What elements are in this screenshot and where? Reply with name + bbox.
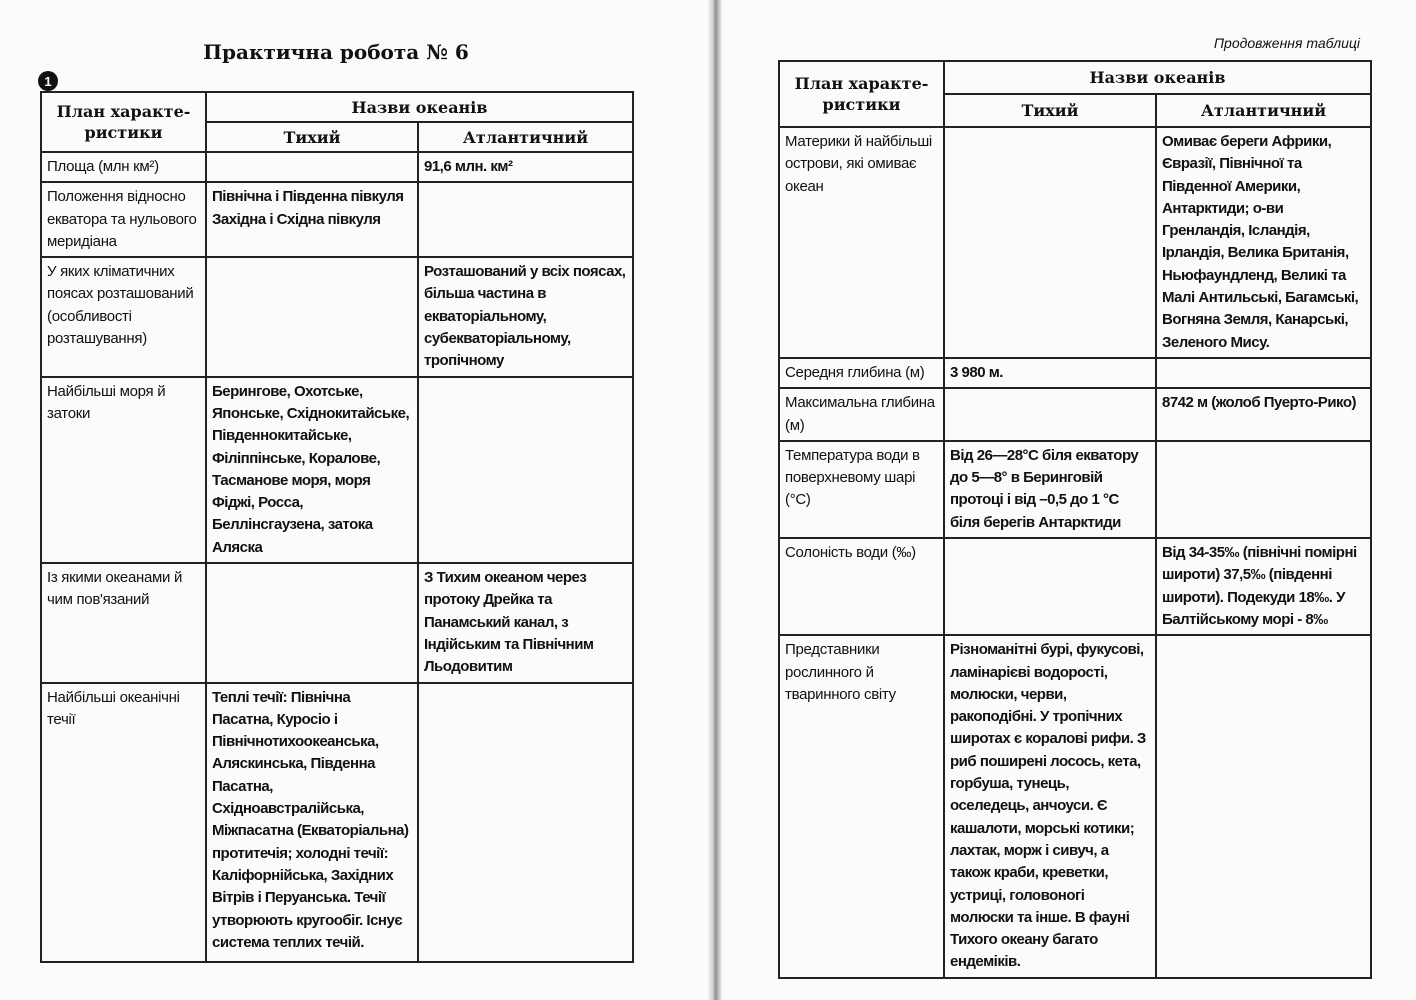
atlantic-cell: З Тихим океаном через протоку Дрейка та Панамський канал, з Індійським та Північним Льодовитим [418, 563, 633, 682]
row-label: Із якими океанами й чим пов'язаний [41, 563, 206, 682]
atlantic-cell [418, 182, 633, 257]
header-plan: План характе-ристики [41, 92, 206, 152]
row-label: Площа (млн км²) [41, 152, 206, 182]
header-atlantic: Атлантичний [418, 122, 633, 152]
header-ocean-names: Назви океанів [944, 61, 1371, 94]
row-label: Солоність води (‰) [779, 538, 944, 635]
table-row [41, 152, 633, 182]
pacific-cell [206, 152, 418, 182]
table-row [779, 441, 1371, 538]
table-row [41, 683, 633, 962]
pacific-cell: Теплі течії: Північна Пасатна, Куросіо і Північнотихоокеанська, Аляскинська, Південна Пасатна, Східноавстралійська, Міжпасатна (Екваторіальна) протитечія; холодні течії: Каліфорнійська, Західних Вітрів і Перуанська. Течії утворюють кругообіг. Існує система теплих течій. [206, 683, 418, 962]
table-header-row [41, 92, 633, 122]
atlantic-cell [418, 683, 633, 962]
atlantic-cell: 91,6 млн. км² [418, 152, 633, 182]
table-row [779, 127, 1371, 358]
row-label: У яких кліматичних поясах розташований (особливості розташування) [41, 257, 206, 376]
pacific-cell [944, 538, 1156, 635]
pacific-cell: 3 980 м. [944, 358, 1156, 388]
atlantic-cell [1156, 441, 1371, 538]
page-title: Практична робота № 6 [203, 40, 469, 64]
row-label: Температура води в поверхневому шарі (°С) [779, 441, 944, 538]
table-row [779, 388, 1371, 441]
book-spine [708, 0, 722, 1000]
table-header-row [779, 61, 1371, 94]
table-row [41, 182, 633, 257]
task-number-badge: 1 [38, 71, 58, 91]
pacific-cell: Північна і Південна півкуля Західна і Східна півкуля [206, 182, 418, 257]
header-pacific: Тихий [206, 122, 418, 152]
pacific-cell [944, 388, 1156, 441]
pacific-cell [206, 563, 418, 682]
table-row [779, 538, 1371, 635]
oceans-table-part-2 [778, 60, 1372, 979]
table-row [779, 635, 1371, 977]
atlantic-cell: Розташований у всіх поясах, більша частина в екваторіальному, субекваторіальному, тропічному [418, 257, 633, 376]
atlantic-cell [1156, 358, 1371, 388]
row-label: Материки й найбільші острови, які омиває океан [779, 127, 944, 358]
header-pacific: Тихий [944, 94, 1156, 127]
pacific-cell: Берингове, Охотське, Японське, Східнокитайське, Південнокитайське, Філіппінське, Коралове, Тасманове моря, моря Фіджі, Росса, Беллінсгаузена, затока Аляска [206, 377, 418, 563]
table-row [779, 358, 1371, 388]
pacific-cell [944, 127, 1156, 358]
row-label: Найбільші океанічні течії [41, 683, 206, 962]
row-label: Максимальна глибина (м) [779, 388, 944, 441]
atlantic-cell [418, 377, 633, 563]
row-label: Представники рослинного й тваринного світу [779, 635, 944, 977]
atlantic-cell: Омиває береги Африки, Євразії, Північної та Південної Америки, Антарктиди; о-ви Гренландія, Ісландія, Ірландія, Велика Британія, Ньюфаундленд, Великі та Малі Антильські, Багамські, Вогняна Земля, Канарські, Зеленого Мису. [1156, 127, 1371, 358]
row-label: Середня глибина (м) [779, 358, 944, 388]
pacific-cell: Різноманітні бурі, фукусові, ламінарієві водорості, молюски, черви, ракоподібні. У тропічних широтах є коралові рифи. З риб поширені лосось, кета, горбуша, тунець, оселедець, анчоуси. Є кашалоти, морські котики; лахтак, морж і сивуч, а також краби, креветки, устриці, головоногі молюски та інше. В фауні Тихого океану багато ендеміків. [944, 635, 1156, 977]
atlantic-cell: Від 34-35‰ (північні помірні широти) 37,5‰ (південні широти). Подекуди 18‰. У Балтійському морі - 8‰ [1156, 538, 1371, 635]
atlantic-cell: 8742 м (жолоб Пуерто-Рико) [1156, 388, 1371, 441]
header-ocean-names: Назви океанів [206, 92, 633, 122]
atlantic-cell [1156, 635, 1371, 977]
pacific-cell [206, 257, 418, 376]
table-row [41, 377, 633, 563]
row-label: Положення відносно екватора та нульового меридіана [41, 182, 206, 257]
continuation-note: Продовження таблиці [1213, 35, 1360, 51]
oceans-table-part-1 [40, 91, 634, 963]
header-atlantic: Атлантичний [1156, 94, 1371, 127]
pacific-cell: Від 26—28°С біля екватору до 5—8° в Беринговій протоці і від –0,5 до 1 °С біля берегів Антарктиди [944, 441, 1156, 538]
table-row [41, 257, 633, 376]
table-row [41, 563, 633, 682]
row-label: Найбільші моря й затоки [41, 377, 206, 563]
header-plan: План характе-ристики [779, 61, 944, 127]
